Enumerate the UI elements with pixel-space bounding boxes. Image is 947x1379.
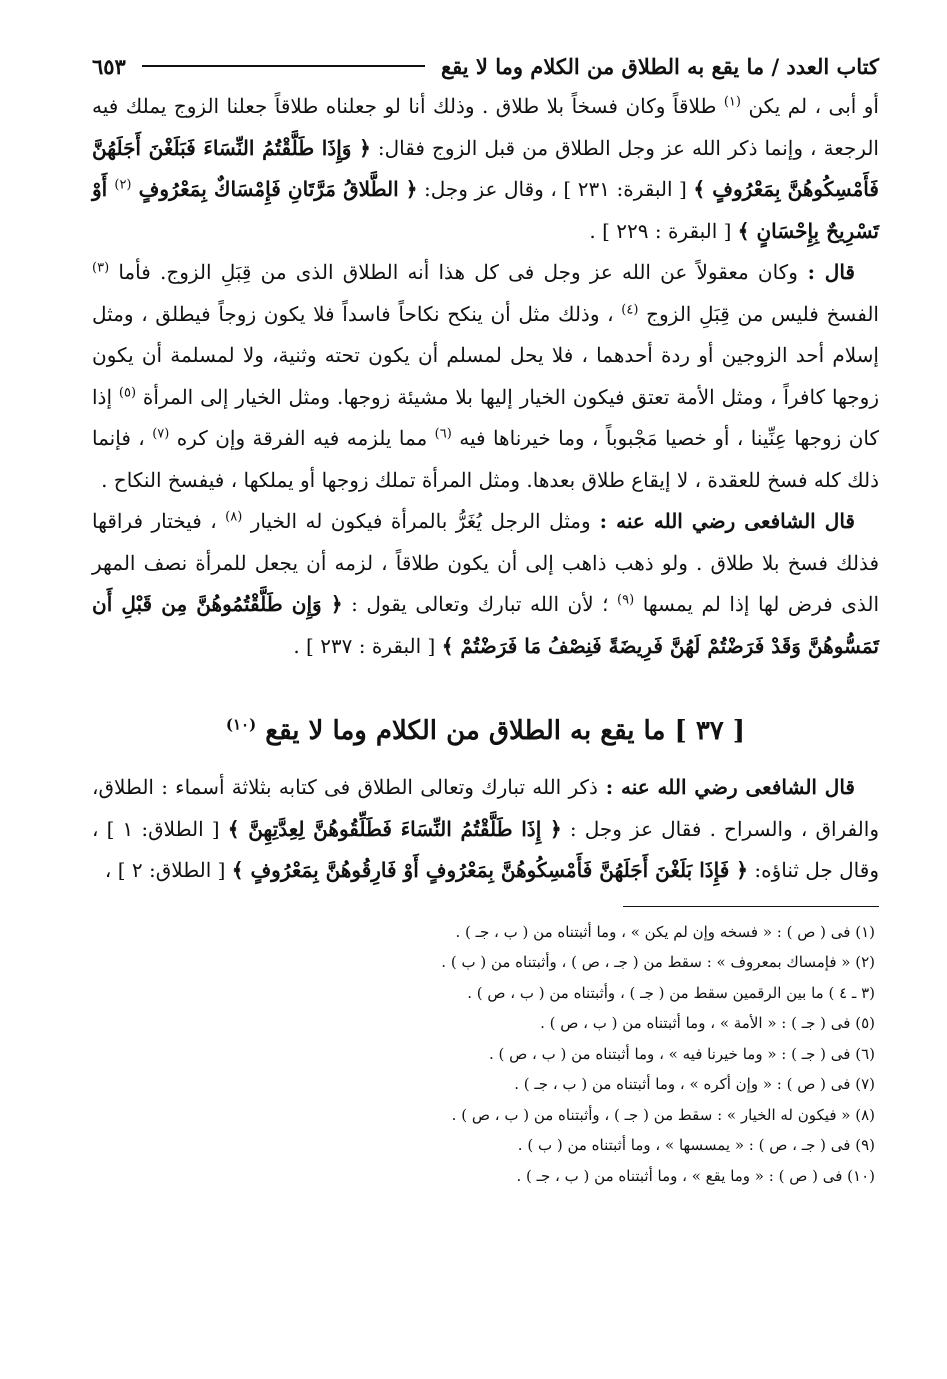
text-run: ذكر الله تبارك وتعالى الطلاق فى كتابه بثلاثة أسماء : الطلاق، والفراق ، والسراح . فقال عز وجل : bbox=[92, 775, 879, 841]
footnote-marker: (٢) bbox=[114, 177, 132, 193]
footnote-marker: (٥) bbox=[118, 384, 137, 400]
page-number: ٦٥٣ bbox=[92, 53, 126, 79]
footnote: (٥) فى ( جـ ) : « الأمة » ، وما أثبتناه من ( ب ، ص ) . bbox=[540, 1014, 875, 1032]
footnote-marker: (٧) bbox=[152, 426, 170, 442]
paragraph-3 bbox=[92, 501, 879, 667]
running-header bbox=[92, 46, 879, 86]
text-run: وكان معقولاً عن الله عز وجل فى كل هذا أنه الطلاق الذى من قِبَلِ الزوج. فأما bbox=[109, 260, 798, 284]
text-run: ، وذلك مثل أن ينكح نكاحاً فاسداً فلا يكون زوجاً فيطلق ، ومثل إسلام أحد الزوجين أو ردة أحدهما ، فلا يحل لمسلم أن يكون تحته وثنية، ولا لمسلمة أن يكون زوجها كافراً ، ومثل الأمة تعتق فيكون الخيار إليها بلا مشيئة زوجها. ومثل الخيار إلى المرأة bbox=[92, 301, 879, 409]
paragraph-1 bbox=[92, 86, 879, 252]
footnote: (٦) فى ( جـ ) : « وما خيرنا فيه » ، وما أثبتناه من ( ب ، ص ) . bbox=[488, 1044, 875, 1063]
footnote-separator bbox=[623, 906, 879, 907]
quran-quote: ﴿ وَإِن طَلَّقْتُمُوهُنَّ مِن قَبْلِ أَن تَمَسُّوهُنَّ وَقَدْ فَرَضْتُمْ لَهُنَّ فَرِيضَةً فَنِصْفُ مَا فَرَضْتُمْ ﴾ bbox=[92, 592, 879, 658]
quran-quote: ﴿ إِذَا طَلَّقْتُمُ النِّسَاءَ فَطَلِّقُوهُنَّ لِعِدَّتِهِنَّ ﴾ bbox=[227, 816, 562, 841]
footnote: (١٠) فى ( ص ) : « وما يقع » ، وما أثبتناه من ( ب ، جـ ) . bbox=[516, 1166, 875, 1185]
section-heading-footnote-marker: (١٠) bbox=[225, 715, 257, 734]
paragraph-2 bbox=[92, 252, 879, 501]
footnote: (٨) « فيكون له الخيار » : سقط من ( جـ ) ، وأثبتناه من ( ب ، ص ) . bbox=[451, 1105, 875, 1124]
quran-quote: ﴿ فَإِذَا بَلَغْنَ أَجَلَهُنَّ فَأَمْسِكُوهُنَّ بِمَعْرُوفٍ أَوْ فَارِقُوهُنَّ بِمَعْرُوفٍ ﴾ bbox=[231, 858, 748, 882]
quran-quote: ﴿ وَإِذَا طَلَّقْتُمُ النِّسَاءَ فَبَلَغْنَ أَجَلَهُنَّ فَأَمْسِكُوهُنَّ بِمَعْرُوفٍ ﴾ bbox=[92, 135, 879, 201]
text-run: أو أبى ، لم يكن bbox=[740, 94, 879, 118]
footnote: (٧) فى ( ص ) : « وإن أكره » ، وما أثبتناه من ( ب ، جـ ) . bbox=[514, 1075, 875, 1093]
footnote: (٩) فى ( جـ ، ص ) : « يمسسها » ، وما أثبتناه من ( ب ) . bbox=[517, 1136, 875, 1154]
text-run: إذا كان زوجها عِنِّينا ، أو خصيا مَجْبوباً ، وما خيرناها فيه bbox=[92, 384, 879, 450]
header-rule bbox=[142, 65, 425, 67]
section-heading bbox=[92, 711, 879, 751]
speaker-lead: قال الشافعى رضي الله عنه : bbox=[590, 509, 855, 533]
text-run: ، فإنما ذلك كله فسخ للعقدة ، لا إيقاع طلاق بعدها. ومثل المرأة تملك زوجها أو يملكها ، فيفسخ النكاح . bbox=[92, 426, 879, 492]
text-run: ؛ لأن الله تبارك وتعالى يقول : bbox=[342, 592, 618, 616]
footnote-marker: (٦) bbox=[434, 426, 452, 442]
section-paragraph bbox=[92, 767, 879, 892]
text-run: [ البقرة : ٢٢٩ ] . bbox=[589, 218, 738, 243]
text-run: [ البقرة : ٢٣٧ ] . bbox=[293, 633, 442, 658]
text-run: ومثل الرجل يُغَرُّ بالمرأة فيكون له الخيار bbox=[242, 509, 591, 533]
speaker-lead: قال : bbox=[797, 260, 855, 284]
footnotes-list bbox=[92, 917, 879, 1192]
text-run: طلاقاً وكان فسخاً بلا طلاق . وذلك أنا لو جعلناه طلاقاً جعلنا الزوج يملك فيه الرجعة ، وإنما ذكر الله عز وجل الطلاق من قبل الزوج فقال: bbox=[92, 94, 879, 160]
text-run: [ الطلاق: ١ ] ، وقال جل ثناؤه: bbox=[92, 816, 879, 882]
footnote: (٣ ـ ٤ ) ما بين الرقمين سقط من ( جـ ) ، وأثبتناه من ( ب ، ص ) . bbox=[467, 983, 875, 1002]
footnote-marker: (٣) bbox=[92, 260, 110, 276]
quran-quote: أَوْ تَسْرِيحٌ بِإِحْسَانٍ ﴾ bbox=[92, 177, 879, 243]
body-text bbox=[92, 86, 879, 667]
footnote: (٢) « فإمساك بمعروف » : سقط من ( جـ ، ص ) ، وأثبتناه من ( ب ) . bbox=[441, 953, 875, 971]
footnote-marker: (٨) bbox=[225, 509, 243, 525]
text-run: ، فيختار فراقها فذلك فسخ بلا طلاق . ولو ذهب ذاهب إلى أن يكون طلاقاً ، لزمه أن يجعل للمرأة نصف المهر الذى فرض لها إذا لم يمسها bbox=[92, 509, 879, 616]
text-run: مما يلزمه فيه الفرقة وإن كره bbox=[169, 426, 435, 450]
footnote: (١) فى ( ص ) : « فسخه وإن لم يكن » ، وما أثبتناه من ( ب ، جـ ) . bbox=[455, 922, 875, 941]
text-run: [ البقرة: ٢٣١ ] ، وقال عز وجل: bbox=[417, 177, 694, 201]
footnote-marker: (٤) bbox=[621, 301, 639, 317]
footnote-marker: (٩) bbox=[617, 592, 635, 608]
section-body bbox=[92, 767, 879, 892]
text-run: [ الطلاق: ٢ ] ، bbox=[104, 858, 232, 882]
section-title: [ ٣٧ ] ما يقع به الطلاق من الكلام وما لا يقع bbox=[265, 716, 746, 746]
quran-quote: ﴿ الطَّلاقُ مَرَّتَانِ فَإِمْسَاكٌ بِمَعْرُوفٍ bbox=[131, 177, 418, 201]
running-title: كتاب العدد / ما يقع به الطلاق من الكلام وما لا يقع bbox=[440, 53, 879, 79]
footnote-marker: (١) bbox=[723, 94, 741, 110]
text-run: الفسخ فليس من قِبَلِ الزوج bbox=[638, 301, 879, 326]
speaker-lead: قال الشافعى رضي الله عنه : bbox=[597, 775, 855, 799]
